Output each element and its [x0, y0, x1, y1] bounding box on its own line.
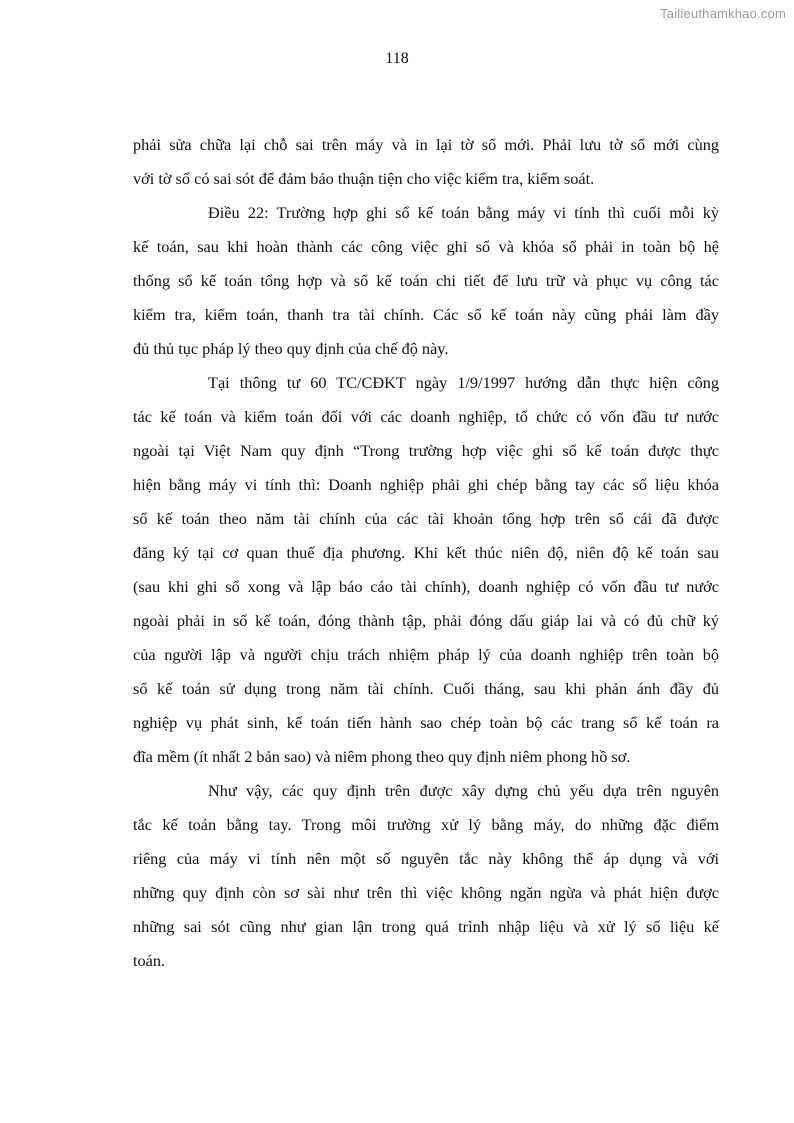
- text-line: thống sổ kế toán tổng hợp và sổ kế toán chi tiết để lưu trữ và phục vụ công tác: [133, 271, 719, 290]
- text-line: tắc kế toán bằng tay. Trong môi trường xử lý bằng máy, do những đặc điểm: [133, 815, 719, 834]
- text-line: sổ kế toán theo năm tài chính của các tài khoản tổng hợp trên sổ cái đã được: [133, 509, 719, 528]
- text-line: ngoài phải in sổ kế toán, đóng thành tập, phải đóng dấu giáp lai và có đủ chữ ký: [133, 611, 719, 630]
- text-line: của người lập và người chịu trách nhiệm pháp lý của doanh nghiệp trên toàn bộ: [133, 645, 719, 664]
- page-number: 118: [385, 50, 409, 67]
- text-line: nghiệp vụ phát sinh, kế toán tiến hành sao chép toàn bộ các trang sổ kế toán ra: [133, 713, 719, 732]
- paragraph-2: [133, 199, 719, 369]
- text-line: riêng của máy vi tính nên một số nguyên tắc này không thể áp dụng và với: [133, 849, 719, 868]
- document-body: [133, 131, 719, 981]
- text-line: Tại thông tư 60 TC/CĐKT ngày 1/9/1997 hướng dẫn thực hiện công: [208, 373, 719, 392]
- text-line: ngoài tại Việt Nam quy định “Trong trường hợp việc ghi sổ kế toán được thực: [133, 441, 719, 460]
- text-line: toán.: [133, 951, 166, 970]
- text-line: Điều 22: Trường hợp ghi sổ kế toán bằng máy vi tính thì cuối mỗi kỳ: [208, 203, 719, 222]
- text-line: đăng ký tại cơ quan thuế địa phương. Khi kết thúc niên độ, niên độ kế toán sau: [133, 543, 719, 562]
- text-line: Như vậy, các quy định trên được xây dựng chủ yếu dựa trên nguyên: [208, 781, 719, 800]
- paragraph-1: [133, 131, 719, 199]
- text-line: đĩa mềm (ít nhất 2 bản sao) và niêm phong theo quy định niêm phong hồ sơ.: [133, 747, 631, 766]
- text-line: kiểm tra, kiểm toán, thanh tra tài chính. Các sổ kế toán này cũng phải làm đầy: [133, 305, 719, 324]
- text-line: hiện bằng máy vi tính thì: Doanh nghiệp phải ghi chép bằng tay các số liệu khóa: [133, 475, 719, 494]
- text-line: kế toán, sau khi hoàn thành các công việc ghi sổ và khóa sổ phải in toàn bộ hệ: [133, 237, 719, 256]
- paragraph-4: [133, 777, 719, 981]
- text-line: (sau khi ghi sổ xong và lập báo cáo tài chính), doanh nghiệp có vốn đầu tư nước: [133, 577, 719, 596]
- text-line: phải sửa chữa lại chỗ sai trên máy và in lại tờ sổ mới. Phải lưu tờ sổ mới cùng: [133, 135, 719, 154]
- watermark-text: Tailieuthamkhao.com: [660, 6, 786, 21]
- text-line: sổ kế toán sử dụng trong năm tài chính. Cuối tháng, sau khi phản ánh đầy đủ: [133, 679, 719, 698]
- text-line: với tờ sổ có sai sót để đảm bảo thuận tiện cho việc kiểm tra, kiểm soát.: [133, 169, 595, 188]
- text-line: tác kế toán và kiểm toán đối với các doanh nghiệp, tổ chức có vốn đầu tư nước: [133, 407, 719, 426]
- text-line: đủ thủ tục pháp lý theo quy định của chế độ này.: [133, 339, 449, 358]
- text-line: những quy định còn sơ sài như trên thì việc không ngăn ngừa và phát hiện được: [133, 883, 719, 902]
- text-line: những sai sót cũng như gian lận trong quá trình nhập liệu và xử lý số liệu kế: [133, 917, 719, 936]
- paragraph-3: [133, 369, 719, 777]
